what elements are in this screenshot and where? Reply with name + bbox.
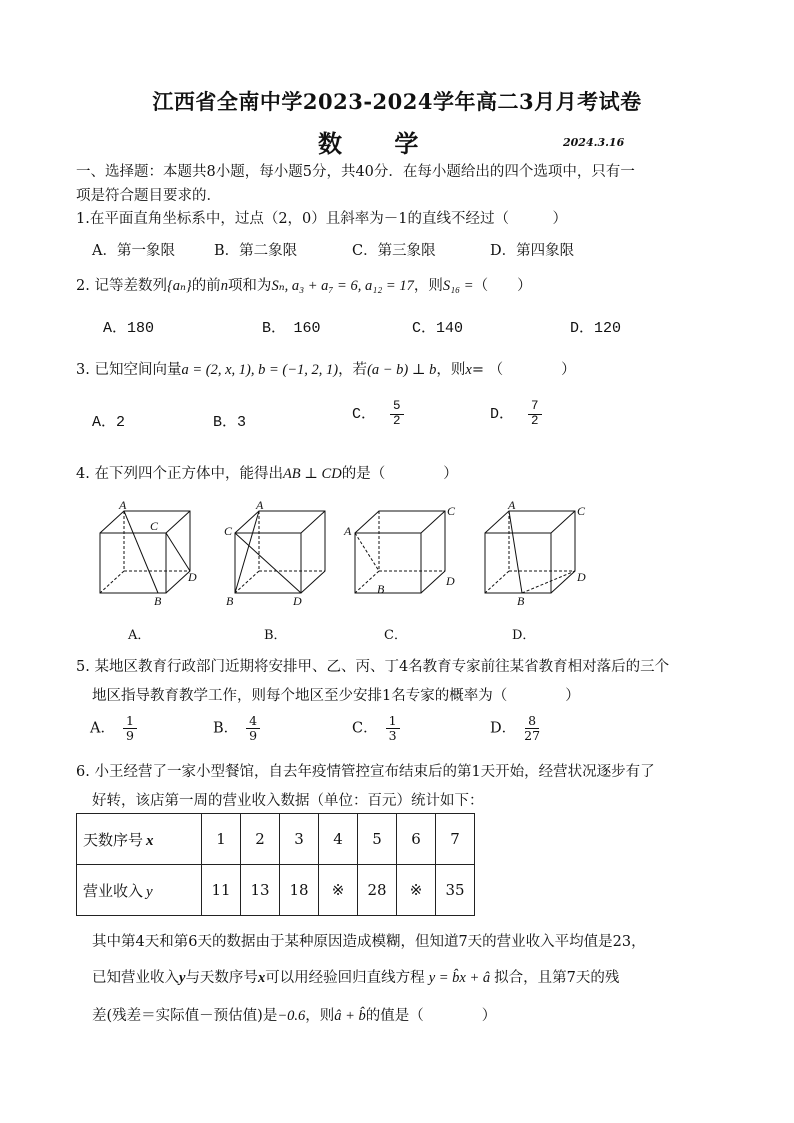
exam-date: 2024.3.16 [563, 136, 625, 149]
q5-option-c-label: C． [352, 720, 378, 737]
q3-stem-c: ，则 [436, 362, 466, 378]
q2-sequence: {aₙ} [166, 278, 192, 294]
q2-target: S₁₆ = [442, 278, 474, 294]
q6-residual-value: −0.6 [277, 1008, 306, 1024]
q4-option-c: C． [384, 628, 407, 643]
q3-option-c [352, 400, 404, 429]
q4-condition: AB ⊥ CD [282, 466, 342, 482]
fraction-denominator: 9 [125, 727, 134, 743]
q3-option-b: B．3 [213, 414, 247, 431]
table-cell: 3 [280, 814, 319, 865]
q5-option-d [490, 714, 540, 743]
q5-option-d-fraction [524, 714, 540, 743]
q4-stem-b: 的是（ ） [341, 466, 458, 482]
cube-d-point-b: B [517, 594, 525, 608]
q2-option-c: C．140 [412, 320, 464, 337]
q3-option-d-label: D． [490, 406, 515, 424]
q5-option-b-fraction [246, 714, 260, 743]
q6-stem-line5 [92, 1004, 496, 1025]
q5-option-a-fraction [123, 714, 137, 743]
q5-option-c-fraction [386, 714, 400, 743]
q2-option-a: A．180 [103, 320, 155, 337]
q2-stem-b: 的前 [191, 278, 221, 294]
q2-option-b: B． 160 [262, 320, 321, 337]
cube-c-point-a: A [344, 524, 352, 538]
q5-option-a [90, 714, 137, 743]
table-row [77, 865, 475, 916]
fraction-numerator: 5 [390, 400, 404, 415]
q4-stem [76, 462, 458, 483]
table-cell: 18 [280, 865, 319, 916]
q4-option-d: D． [512, 628, 536, 643]
q1-option-a: A．第一象限 [92, 243, 175, 259]
q6-stem-line1: 6. 小王经营了一家小型餐馆，自去年疫情管控宣布结束后的第1天开始，经营状况逐步有了 [76, 764, 655, 780]
q5-stem-line2: 地区指导教育教学工作，则每个地区至少安排1名专家的概率为（ ） [92, 688, 580, 704]
cube-a-point-a: A [119, 498, 127, 512]
table-cell: ※ [397, 865, 436, 916]
q6-x-variable: x [257, 970, 266, 986]
cube-a-point-c: C [150, 519, 159, 533]
table-cell: 1 [202, 814, 241, 865]
cube-c-point-c: C [447, 504, 456, 518]
q2-condition: Sₙ, a₃ + a₇ = 6, a₁₂ = 17 [271, 278, 414, 294]
q4-option-b: B． [264, 628, 287, 643]
q6-stem-line4 [92, 966, 619, 987]
q6-regression-equation: y = b̂x + â [428, 970, 491, 986]
fraction-denominator: 3 [388, 727, 397, 743]
table-cell: 13 [241, 865, 280, 916]
q6-stem-line3: 其中第4天和第6天的数据由于某种原因造成模糊，但知道7天的营业收入平均值是23， [92, 934, 646, 950]
table-cell: 4 [319, 814, 358, 865]
exam-title: 江西省全南中学2023-2024学年高二3月月考试卷 [152, 89, 642, 114]
q3-x: x [465, 362, 472, 378]
table-cell: 6 [397, 814, 436, 865]
q4-cubes-figure [90, 495, 610, 615]
q3-option-c-label: C． [352, 406, 377, 424]
q6-line4-a: 已知营业收入 [92, 970, 179, 986]
q3-vectors: a = (2, x, 1), b = (−1, 2, 1) [181, 362, 339, 378]
x-variable: x [146, 832, 154, 849]
cube-b-diagram [235, 511, 325, 593]
q6-y-variable: y [179, 970, 186, 986]
cube-c-point-b: B [377, 582, 385, 596]
q5-stem-line1: 5. 某地区教育行政部门近期将安排甲、乙、丙、丁4名教育专家前往某省教育相对落后的三个 [76, 659, 670, 675]
q6-line4-c: 可以用经验回归直线方程 [265, 970, 425, 986]
table-cell: 7 [436, 814, 475, 865]
cube-d-point-a: A [508, 498, 516, 512]
cube-d-diagram [485, 511, 575, 593]
day-index-label: 天数序号 [83, 830, 144, 849]
fraction-numerator: 1 [386, 714, 400, 729]
q4-option-a: A． [128, 628, 151, 643]
fraction-numerator: 1 [123, 714, 137, 729]
q2-stem-a: 2. 记等差数列 [76, 278, 167, 294]
q3-condition: (a − b) ⊥ b [367, 362, 437, 378]
cube-b-point-b: B [226, 594, 234, 608]
q6-line5-b: ，则 [305, 1008, 335, 1024]
section-instructions-line1: 一、选择题：本题共8小题，每小题5分，共40分．在每小题给出的四个选项中，只有一 [76, 164, 635, 180]
fraction-numerator: 8 [525, 714, 539, 729]
q2-stem-e: （ ） [473, 278, 532, 294]
fraction-denominator: 2 [531, 413, 539, 428]
cube-b-point-a: A [256, 498, 264, 512]
q5-option-b [213, 714, 260, 743]
table-cell: 5 [358, 814, 397, 865]
cube-a-diagram [100, 511, 190, 593]
q6-line4-b: 与天数序号 [185, 970, 258, 986]
cube-d-point-d: D [577, 570, 586, 584]
cube-c-point-d: D [446, 574, 455, 588]
table-row-head [77, 814, 202, 865]
section-instructions-line2: 项是符合题目要求的． [76, 188, 221, 204]
q6-line5-a: 差(残差＝实际值－预估值)是 [92, 1008, 278, 1024]
q4-stem-a: 4. 在下列四个正方体中，能得出 [76, 466, 283, 482]
q6-stem-line2: 好转，该店第一周的营业收入数据（单位：百元）统计如下： [92, 793, 484, 809]
fraction-denominator: 9 [249, 727, 258, 743]
q5-option-a-label: A． [90, 720, 115, 737]
subject-title: 数 学 [318, 129, 441, 158]
y-variable: y [146, 883, 153, 900]
q5-option-b-label: B． [213, 720, 239, 737]
q3-stem-b: ，若 [338, 362, 368, 378]
q1-option-d: D．第四象限 [490, 243, 575, 259]
cube-a-point-b: B [154, 594, 162, 608]
q6-revenue-table [76, 813, 475, 916]
cube-d-point-c: C [577, 504, 586, 518]
table-cell: 11 [202, 865, 241, 916]
cube-b-point-c: C [224, 524, 233, 538]
table-cell: 35 [436, 865, 475, 916]
q2-option-d: D．120 [570, 320, 622, 337]
cube-b-point-d: D [293, 594, 302, 608]
table-row-head [77, 865, 202, 916]
q3-option-d-fraction [528, 400, 542, 429]
q3-option-a: A．2 [92, 414, 126, 431]
fraction-denominator: 27 [524, 727, 541, 743]
q6-line4-d: 拟合，且第7天的残 [494, 970, 620, 986]
q1-stem: 1.在平面直角坐标系中，过点（2，0）且斜率为－1的直线不经过（ ） [76, 211, 568, 227]
q3-option-c-fraction [390, 400, 404, 429]
q6-target-expression: â + b̂ [334, 1008, 366, 1024]
q1-option-c: C．第三象限 [352, 243, 436, 259]
fraction-numerator: 7 [528, 400, 542, 415]
q6-line5-c: 的值是（ ） [365, 1008, 497, 1024]
q2-stem [76, 274, 532, 295]
q3-stem-a: 3. 已知空间向量 [76, 362, 182, 378]
q3-option-d [490, 400, 542, 429]
table-cell: ※ [319, 865, 358, 916]
q2-stem-c: 项和为 [227, 278, 272, 294]
q3-stem [76, 358, 576, 379]
cube-a-point-d: D [188, 570, 197, 584]
q5-option-c [352, 714, 400, 743]
table-cell: 2 [241, 814, 280, 865]
q2-n: n [220, 278, 228, 294]
q2-stem-d: ，则 [413, 278, 443, 294]
fraction-numerator: 4 [246, 714, 260, 729]
revenue-label: 营业收入 [83, 881, 144, 900]
cube-c-diagram [355, 511, 445, 593]
table-row [77, 814, 475, 865]
q1-option-b: B．第二象限 [214, 243, 298, 259]
fraction-denominator: 2 [393, 413, 401, 428]
table-cell: 28 [358, 865, 397, 916]
q3-stem-d: = （ ） [471, 362, 576, 378]
q5-option-d-label: D． [490, 720, 517, 737]
